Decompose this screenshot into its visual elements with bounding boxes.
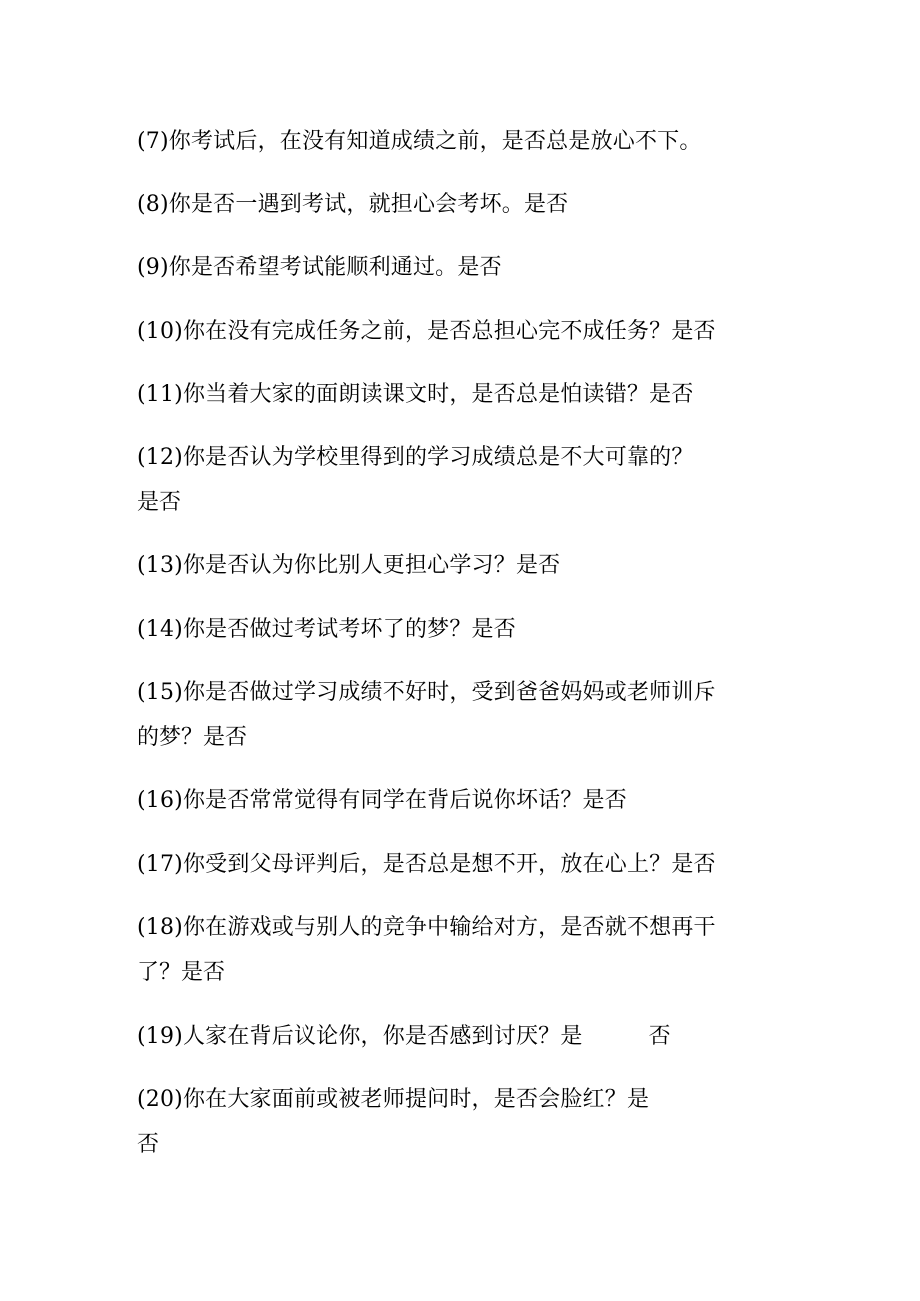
- question-16-text: (16)你是否常常觉得有同学在背后说你坏话？是否: [137, 788, 627, 813]
- question-14-text: (14)你是否做过考试考坏了的梦？是否: [137, 617, 516, 642]
- question-17: [137, 848, 792, 882]
- question-18-continuation: 了？是否: [137, 960, 226, 985]
- question-16: [137, 784, 792, 818]
- question-20-text: (20)你在大家面前或被老师提问时，是否会脸红？是: [137, 1087, 650, 1112]
- question-15-text: (15)你是否做过学习成绩不好时，受到爸爸妈妈或老师训斥: [137, 680, 716, 705]
- question-11: [137, 378, 792, 412]
- question-12: [137, 441, 792, 475]
- question-9-text: (9)你是否希望考试能顺利通过。是否: [137, 255, 502, 280]
- question-17-text: (17)你受到父母评判后，是否总是想不开，放在心上？是否: [137, 852, 716, 877]
- question-11-text: (11)你当着大家的面朗读课文时，是否总是怕读错？是否: [137, 382, 694, 407]
- question-10-text: (10)你在没有完成任务之前，是否总担心完不成任务？是否: [137, 319, 716, 344]
- question-15: [137, 676, 792, 710]
- question-8: [137, 188, 792, 222]
- question-18: [137, 911, 792, 945]
- question-18-text: (18)你在游戏或与别人的竞争中输给对方，是否就不想再干: [137, 915, 716, 940]
- question-20-continuation: 否: [137, 1132, 160, 1157]
- question-19-no-option: 否: [648, 1024, 671, 1049]
- question-19-text: (19)人家在背后议论你，你是否感到讨厌？是: [137, 1024, 583, 1049]
- question-7: [137, 125, 792, 159]
- question-15-continuation: 的梦？是否: [137, 725, 248, 750]
- question-19: [137, 1020, 792, 1054]
- question-12-continuation: 是否: [137, 490, 182, 515]
- question-13: [137, 549, 792, 583]
- question-7-text: (7)你考试后，在没有知道成绩之前，是否总是放心不下。: [137, 129, 702, 154]
- question-9: [137, 251, 792, 285]
- question-20: [137, 1083, 792, 1117]
- question-13-text: (13)你是否认为你比别人更担心学习？是否: [137, 553, 561, 578]
- question-10: [137, 315, 792, 349]
- question-12-text: (12)你是否认为学校里得到的学习成绩总是不大可靠的？: [137, 445, 694, 470]
- question-14: [137, 613, 792, 647]
- question-8-text: (8)你是否一遇到考试，就担心会考坏。是否: [137, 192, 569, 217]
